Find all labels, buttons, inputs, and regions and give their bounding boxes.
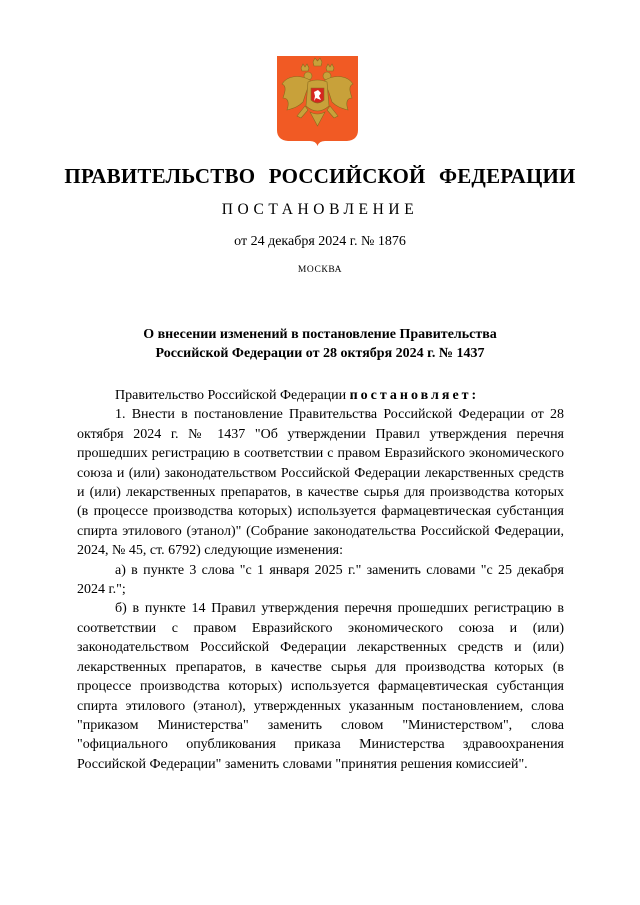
preamble-verb: постановляет: [349,388,480,403]
document-date-number: от 24 декабря 2024 г. № 1876 [234,234,406,249]
subject-line-1: О внесении изменений в постановление Правительства [143,327,497,342]
item-b-paragraph: б) в пункте 14 Правил утверждения перечня прошедших регистрацию в соответствии с правом Евразийского экономического союза и (или) законодательством Российской Федерации лекарственных средств и (или) лекарственных препаратов, в качестве сырья для производства которых (в процессе производства которых) используется фармацевтическая субстанция спирта этилового (этанол), утвержденных указанным постановлением, слова "приказом Министерства" заменить словом "Министерством", слова "официального опубликования приказа Министерства здравоохранения Российской Федерации" заменить словами "принятия решения комиссией". [77,601,564,772]
item-a-paragraph: а) в пункте 3 слова "с 1 января 2025 г." заменить словами "с 25 декабря 2024 г."; [77,562,564,598]
document-city: МОСКВА [297,265,343,275]
subject-line-2: Российской Федерации от 28 октября 2024 г. № 1437 [155,346,485,361]
document-type: ПОСТАНОВЛЕНИЕ [221,201,419,218]
preamble-paragraph [77,386,564,405]
document-body [77,386,564,774]
preamble-text: Правительство Российской Федерации [115,388,350,403]
item-1-paragraph: 1. Внести в постановление Правительства Российской Федерации от 28 октября 2024 г. № 1437 "Об утверждении Правил утверждения перечня прошедших регистрацию в соответствии с правом Евразийского экономического союза и (или) законодательством Российской Федерации лекарственных средств и (или) лекарственных препаратов, в качестве сырья для производства которых (в процессе производства которых) используется фармацевтическая субстанция спирта этилового (этанол)" (Собрание законодательства Российской Федерации, 2024, № 45, ст. 6792) следующие изменения: [77,407,564,559]
russian-coat-of-arms-icon [277,56,358,146]
government-title: ПРАВИТЕЛЬСТВО РОССИЙСКОЙ ФЕДЕРАЦИИ [64,164,576,188]
document-subject [80,325,560,363]
